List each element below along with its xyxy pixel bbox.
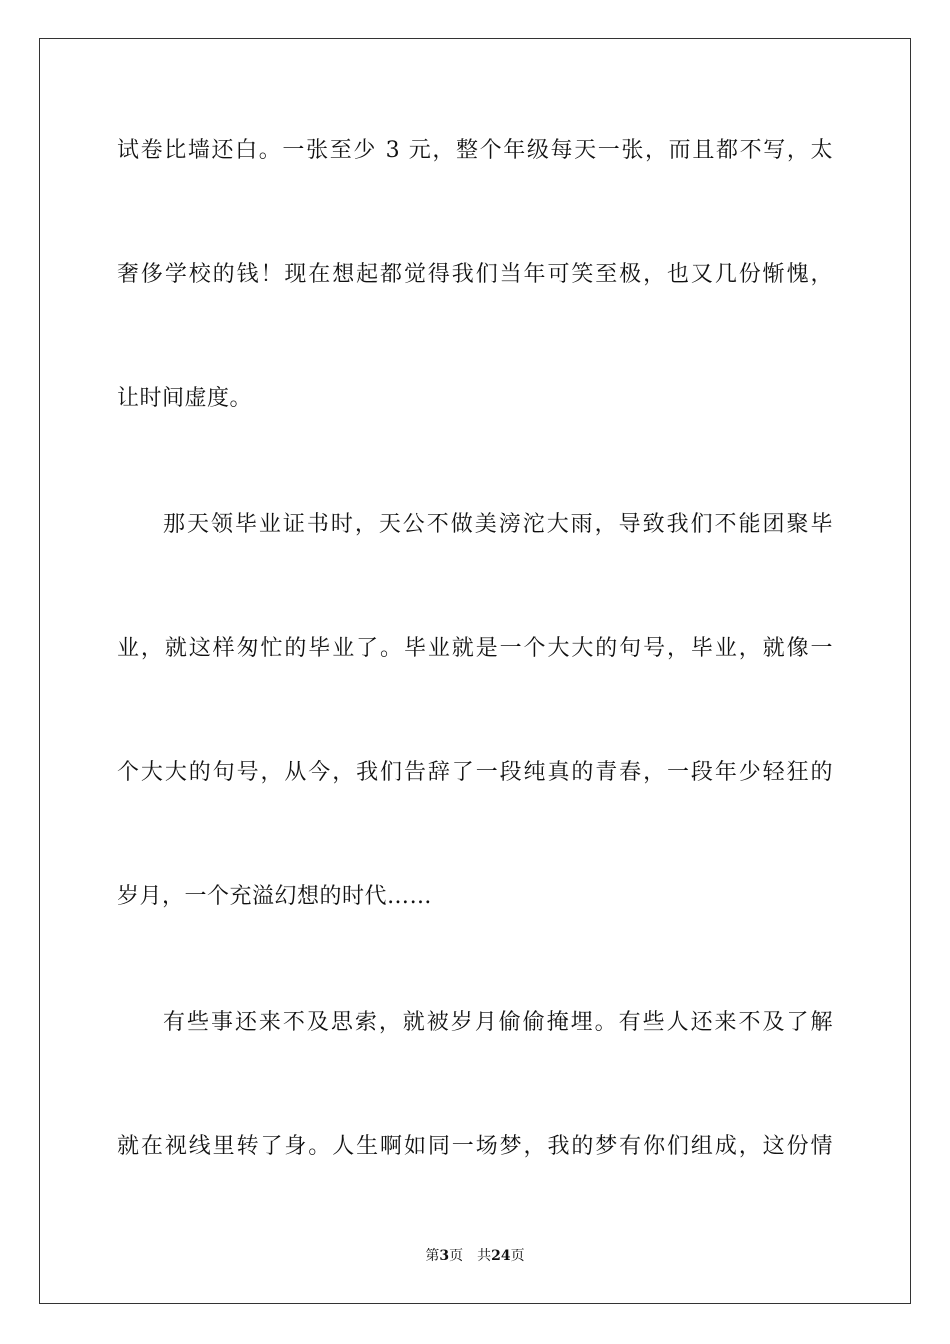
text-line-7: 岁月，一个充溢幻想的时代…… bbox=[117, 884, 433, 909]
page-suffix: 页 bbox=[449, 1248, 464, 1264]
page-prefix: 第 bbox=[425, 1248, 440, 1264]
page-number: 3 bbox=[439, 1248, 450, 1264]
page-border bbox=[39, 38, 911, 1304]
total-prefix: 共 bbox=[477, 1248, 492, 1264]
page-footer bbox=[0, 1247, 950, 1265]
total-pages: 24 bbox=[491, 1248, 511, 1264]
total-suffix: 页 bbox=[510, 1248, 525, 1264]
text-line-4: 那天领毕业证书时，天公不做美滂沱大雨，导致我们不能团聚毕 bbox=[163, 512, 833, 537]
text-line-1: 试卷比墙还白。一张至少 3 元，整个年级每天一张，而且都不写，太 bbox=[117, 138, 833, 163]
text-line-6: 个大大的句号，从今，我们告辞了一段纯真的青春，一段年少轻狂的 bbox=[117, 760, 833, 785]
text-line-5: 业，就这样匆忙的毕业了。毕业就是一个大大的句号，毕业，就像一 bbox=[117, 636, 833, 661]
text-line-9: 就在视线里转了身。人生啊如同一场梦，我的梦有你们组成，这份情 bbox=[117, 1134, 833, 1159]
text-line-3: 让时间虚度。 bbox=[117, 386, 253, 411]
text-line-8: 有些事还来不及思索，就被岁月偷偷掩埋。有些人还来不及了解 bbox=[163, 1010, 833, 1035]
text-line-2: 奢侈学校的钱！现在想起都觉得我们当年可笑至极，也又几份惭愧， bbox=[117, 262, 833, 287]
